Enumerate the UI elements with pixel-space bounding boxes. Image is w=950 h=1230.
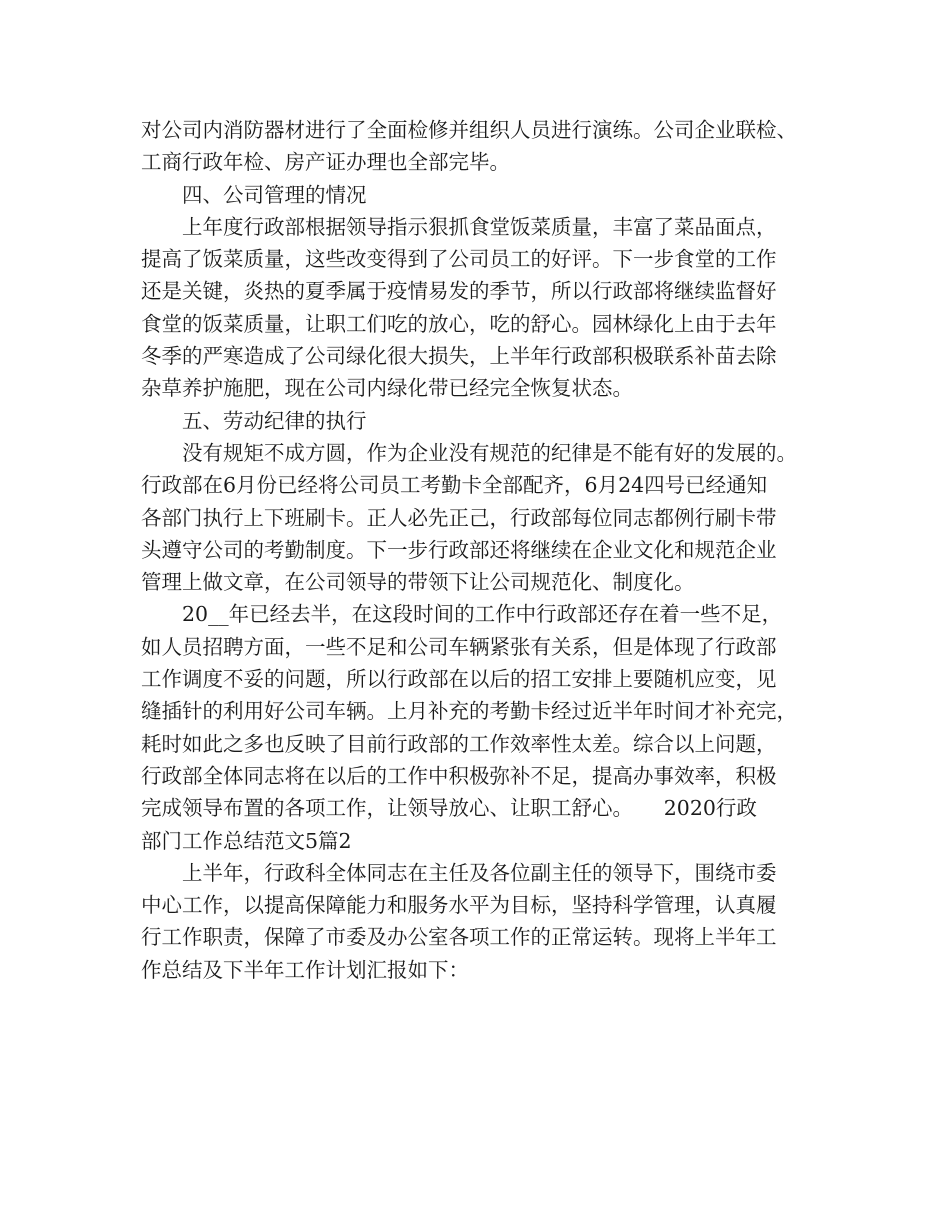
text-line: 缝插针的利用好公司车辆。上月补充的考勤卡经过近半年时间才补充完， (141, 699, 797, 724)
text-line: 部门工作总结范文5篇2 (141, 828, 352, 853)
text-line: 上半年，行政科全体同志在主任及各位副主任的领导下，围绕市委 (182, 860, 777, 885)
text-line: 还是关键，炎热的夏季属于疫情易发的季节，所以行政部将继续监督好 (141, 279, 777, 304)
text-line: 头遵守公司的考勤制度。下一步行政部还将继续在企业文化和规范企业 (141, 537, 777, 562)
text-line: 行工作职责，保障了市委及办公室各项工作的正常运转。现将上半年工 (141, 925, 777, 950)
text-line: 没有规矩不成方圆，作为企业没有规范的纪律是不能有好的发展的。 (182, 440, 797, 465)
text-line: 上年度行政部根据领导指示狠抓食堂饭菜质量，丰富了菜品面点， (182, 214, 777, 239)
text-line: 工作调度不妥的问题，所以行政部在以后的招工安排上要随机应变，见 (141, 667, 777, 692)
text-line: 完成领导布置的各项工作，让领导放心、让职工舒心。 2020行政 (141, 796, 757, 821)
text-line: 各部门执行上下班刷卡。正人必先正己，行政部每位同志都例行刷卡带 (141, 505, 777, 530)
text-line: 工商行政年检、房产证办理也全部完毕。 (141, 150, 510, 175)
text-line: 20__年已经去半，在这段时间的工作中行政部还存在着一些不足， (182, 602, 783, 627)
text-line: 中心工作，以提高保障能力和服务水平为目标，坚持科学管理，认真履 (141, 893, 777, 918)
text-line: 如人员招聘方面，一些不足和公司车辆紧张有关系，但是体现了行政部 (141, 634, 777, 659)
text-line: 四、公司管理的情况 (182, 182, 367, 207)
text-line: 行政部全体同志将在以后的工作中积极弥补不足，提高办事效率，积极 (141, 763, 777, 788)
text-line: 对公司内消防器材进行了全面检修并组织人员进行演练。公司企业联检、 (141, 118, 797, 142)
text-line: 耗时如此之多也反映了目前行政部的工作效率性太差。综合以上问题， (141, 731, 777, 756)
text-line: 冬季的严寒造成了公司绿化很大损失，上半年行政部积极联系补苗去除 (141, 344, 777, 369)
text-line: 杂草养护施肥，现在公司内绿化带已经完全恢复状态。 (141, 376, 633, 401)
text-line: 五、劳动纪律的执行 (182, 408, 367, 433)
document-body (141, 114, 821, 986)
text-line: 食堂的饭菜质量，让职工们吃的放心，吃的舒心。园林绿化上由于去年 (141, 311, 777, 336)
text-line: 管理上做文章，在公司领导的带领下让公司规范化、制度化。 (141, 570, 695, 595)
text-line: 行政部在6月份已经将公司员工考勤卡全部配齐，6月24四号已经通知 (141, 473, 768, 498)
text-line: 作总结及下半年工作计划汇报如下： (141, 957, 469, 982)
text-line: 提高了饭菜质量，这些改变得到了公司员工的好评。下一步食堂的工作 (141, 247, 777, 272)
